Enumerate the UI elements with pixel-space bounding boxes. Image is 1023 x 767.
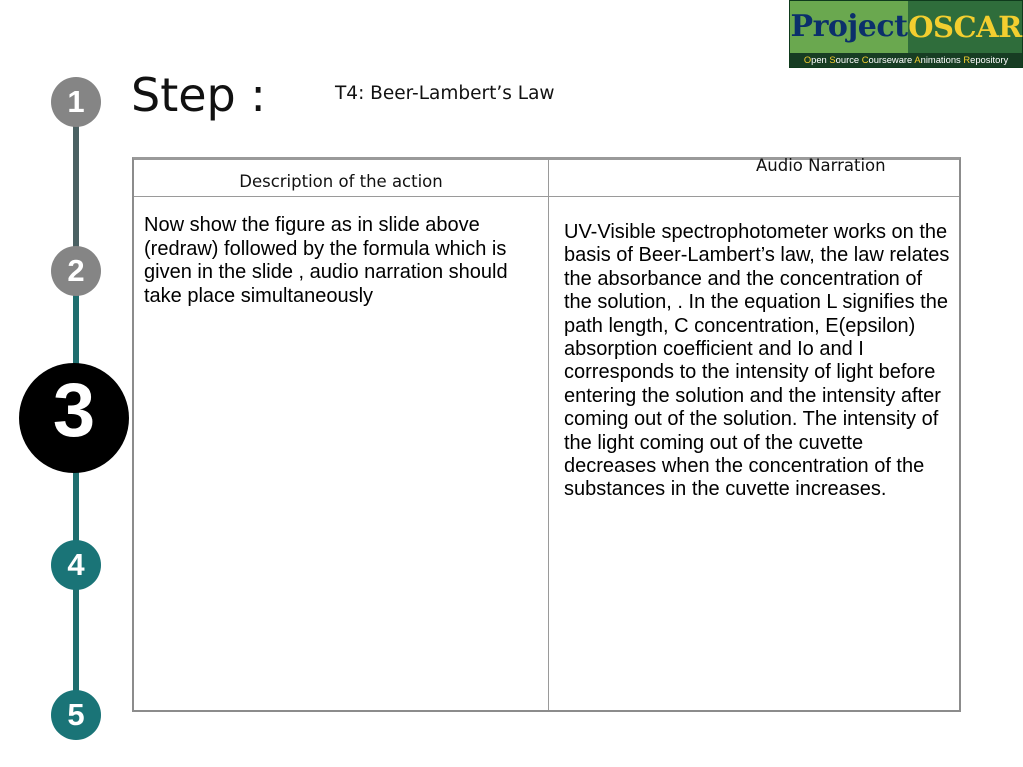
logo-sub-rest: ource bbox=[835, 54, 862, 65]
logo-sub-rest: pen bbox=[811, 54, 830, 65]
column-header-audio: Audio Narration bbox=[756, 156, 886, 175]
step-3-current[interactable]: 3 bbox=[19, 363, 129, 473]
project-oscar-logo bbox=[789, 0, 1023, 68]
logo-sub-initial: R bbox=[963, 54, 971, 65]
narration-text: UV-Visible spectrophotometer works on the basis of Beer-Lambert’s law, the law relates the absorbance and the concentration of the solution, . In the equation L signifies the path length, C concentration, E(epsilon) absorption coefficient and Io and I corresponds to the intensity of light before entering the solution and the intensity after coming out of the solution. The intensity of the light coming out of the cuvette decreases when the concentration of the substances in the cuvette increases. bbox=[564, 221, 950, 501]
header-divider bbox=[134, 196, 959, 197]
logo-sub-rest: nimations bbox=[920, 54, 964, 65]
column-divider bbox=[548, 160, 549, 710]
step-title: Step : bbox=[131, 68, 266, 122]
step-4-button[interactable]: 4 bbox=[51, 540, 101, 590]
logo-sub-initial: S bbox=[829, 54, 836, 65]
step-rail-teal bbox=[73, 275, 79, 715]
logo-word-project: Project bbox=[790, 1, 908, 53]
step-5-button[interactable]: 5 bbox=[51, 690, 101, 740]
column-header-description: Description of the action bbox=[239, 172, 443, 191]
step-1-button[interactable]: 1 bbox=[51, 77, 101, 127]
logo-sub-rest: epository bbox=[970, 54, 1009, 65]
step-2-button[interactable]: 2 bbox=[51, 246, 101, 296]
logo-word-oscar: OSCAR bbox=[908, 1, 1022, 53]
logo-sub-rest: ourseware bbox=[868, 54, 915, 65]
step-rail-gray bbox=[73, 105, 79, 260]
logo-sub-initial: A bbox=[914, 54, 921, 65]
logo-subtitle bbox=[790, 53, 1022, 67]
logo-sub-initial: C bbox=[861, 54, 869, 65]
description-text: Now show the figure as in slide above (redraw) followed by the formula which is given in the slide , audio narration should take place simultaneously bbox=[144, 214, 508, 307]
storyboard-table bbox=[132, 157, 961, 712]
logo-sub-initial: O bbox=[803, 54, 812, 65]
topic-title: T4: Beer-Lambert’s Law bbox=[335, 83, 555, 104]
